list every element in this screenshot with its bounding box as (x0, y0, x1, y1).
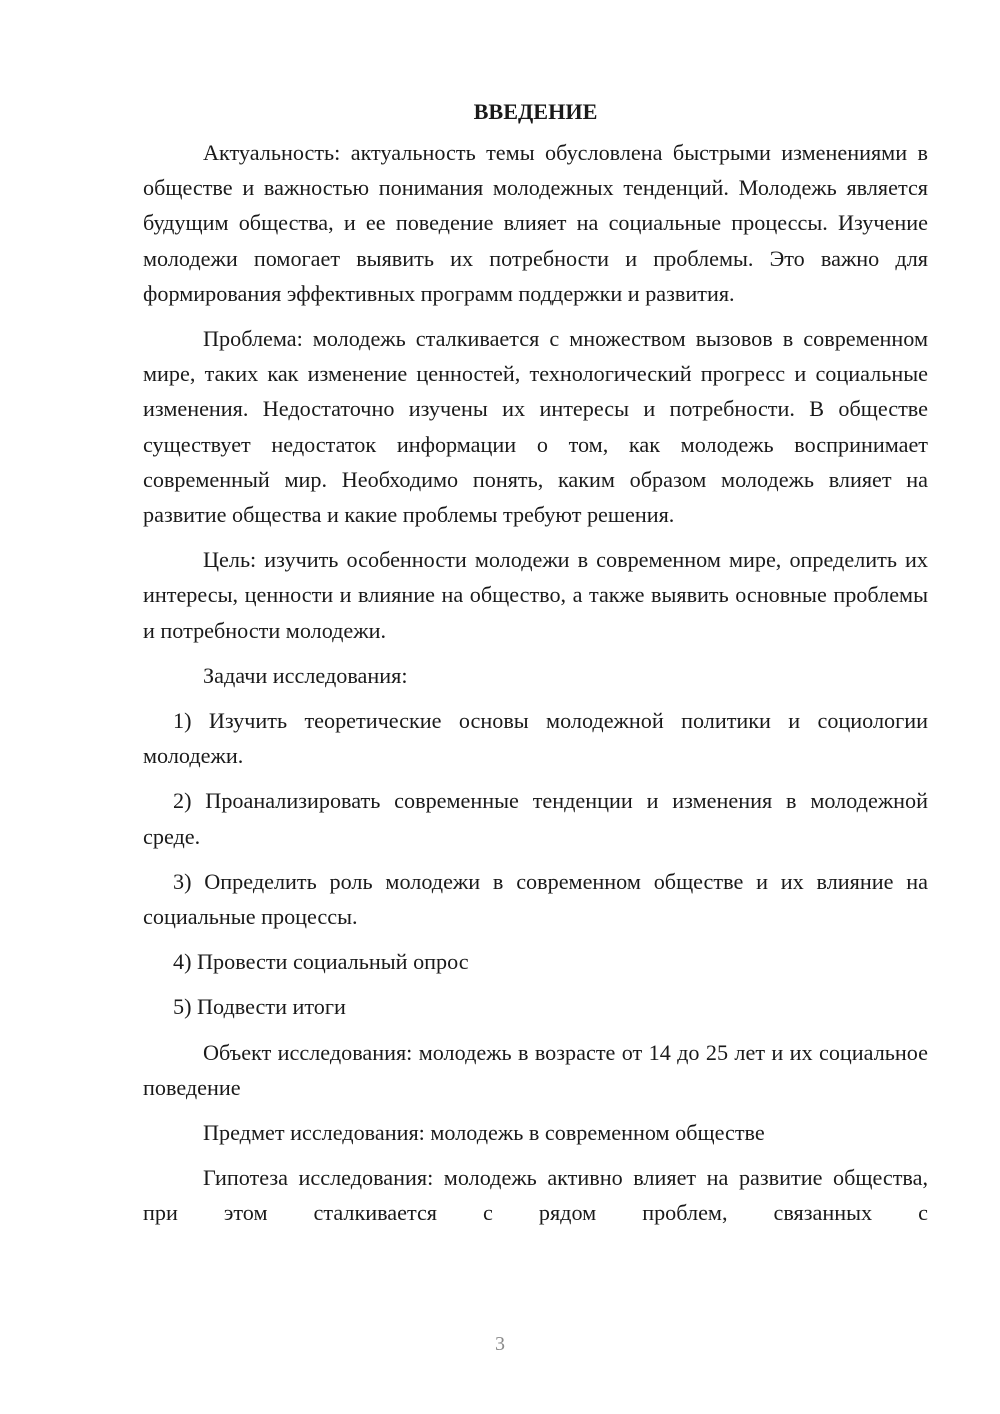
subject-paragraph: Предмет исследования: молодежь в современном обществе (203, 1120, 765, 1146)
problem-paragraph: Проблема: молодежь сталкивается с множеством вызовов в современном мире, таких как изменение ценностей, технологический прогресс и социальные изменения. Недостаточно изучены их интересы и потребности. В обществе существует недостаток информации о том, как молодежь воспринимает современный мир. Необходимо понять, каким образом молодежь влияет на развитие общества и какие проблемы требуют решения. (143, 326, 928, 528)
relevance-paragraph: Актуальность: актуальность темы обусловлена быстрыми изменениями в обществе и важностью понимания молодежных тенденций. Молодежь является будущим общества, и ее поведение влияет на социальные процессы. Изучение молодежи помогает выявить их потребности и проблемы. Это важно для формирования эффективных программ поддержки и развития. (143, 140, 928, 306)
tasks-heading: Задачи исследования: (203, 662, 408, 688)
task-item-1: 1) Изучить теоретические основы молодежной политики и социологии молодежи. (143, 708, 928, 769)
page-number: 3 (495, 1333, 505, 1355)
page-content (143, 94, 928, 1241)
goal-paragraph: Цель: изучить особенности молодежи в современном мире, определить их интересы, ценности и влияние на общество, а также выявить основные проблемы и потребности молодежи. (143, 547, 928, 643)
task-item-4: 4) Провести социальный опрос (173, 949, 469, 975)
task-item-2: 2) Проанализировать современные тенденции и изменения в молодежной среде. (143, 788, 928, 849)
page-title: ВВЕДЕНИЕ (473, 99, 598, 124)
hypothesis-paragraph: Гипотеза исследования: молодежь активно влияет на развитие общества, при этом сталкивается с рядом проблем, связанных с (143, 1165, 928, 1226)
object-paragraph: Объект исследования: молодежь в возрасте от 14 до 25 лет и их социальное поведение (143, 1039, 928, 1100)
task-item-5: 5) Подвести итоги (173, 994, 346, 1020)
task-item-3: 3) Определить роль молодежи в современном обществе и их влияние на социальные процессы. (143, 868, 928, 930)
